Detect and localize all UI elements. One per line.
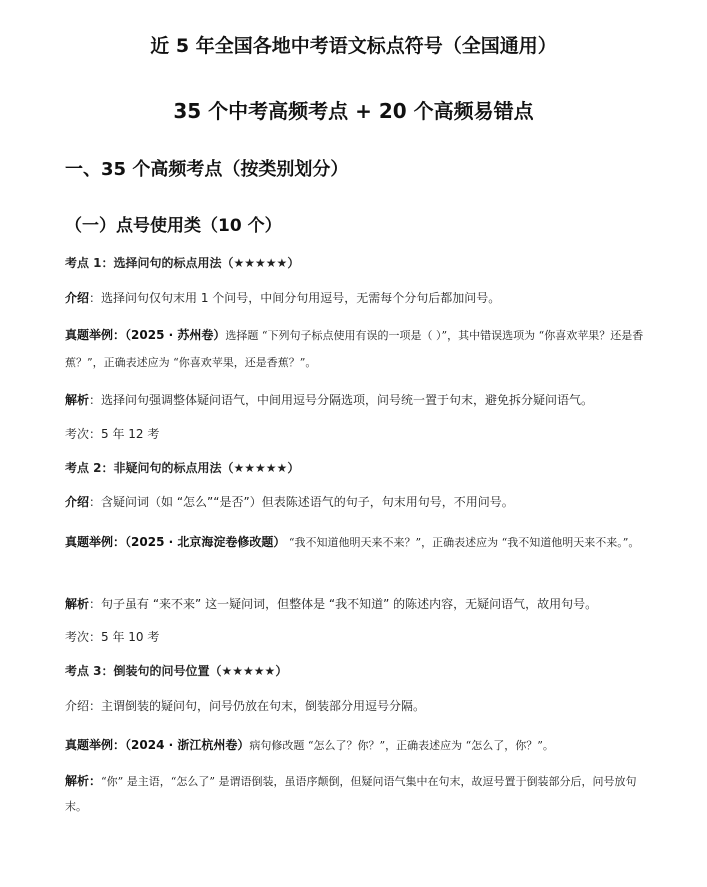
section-heading: 一、35 个高频考点（按类别划分） bbox=[65, 159, 349, 180]
analysis-label: 解析 bbox=[65, 597, 90, 611]
example-text: “我不知道他明天来不来？”，正确表述应为 “我不知道他明天来不来。”。 bbox=[285, 536, 640, 549]
point-1-analysis bbox=[65, 393, 655, 407]
example-label: 真题举例 bbox=[65, 535, 114, 549]
analysis-label: 解析 bbox=[65, 393, 90, 407]
point-2-example bbox=[65, 529, 655, 556]
intro-text: ：含疑问词（如 “怎么”“是否”）但表陈述语气的句子，句末用句号，不用问号。 bbox=[89, 495, 514, 509]
point-3-heading: 考点 3：倒装句的问号位置（★★★★★） bbox=[65, 664, 288, 678]
point-3-intro: 介绍：主谓倒装的疑问句，问号仍放在句末，倒装部分用逗号分隔。 bbox=[65, 699, 426, 713]
point-2-intro bbox=[65, 495, 655, 509]
point-3-example bbox=[65, 738, 655, 753]
analysis-text: ：句子虽有 “来不来” 这一疑问词，但整体是 “我不知道” 的陈述内容，无疑问语气，故用句号。 bbox=[89, 597, 598, 611]
intro-label: 介绍 bbox=[65, 495, 90, 509]
analysis-label: 解析： bbox=[65, 774, 102, 788]
point-2-analysis bbox=[65, 597, 655, 611]
point-1-example bbox=[65, 322, 655, 376]
subsection-heading: （一）点号使用类（10 个） bbox=[65, 216, 282, 236]
point-3-analysis bbox=[65, 769, 655, 819]
point-1-intro bbox=[65, 291, 655, 305]
example-text: 选择题 “下列句子标点使用有误的一项是（ ）”，其中错误选项为 “你喜欢苹果？还是香蕉？”，正确表述应为 “你喜欢苹果，还是香蕉？”。 bbox=[65, 329, 644, 369]
example-source: ：（2024 · 浙江杭州卷） bbox=[113, 738, 250, 752]
example-label: 真题举例 bbox=[65, 738, 114, 752]
example-source: ：（2025 · 苏州卷） bbox=[113, 328, 226, 342]
point-1-frequency: 考次：5 年 12 考 bbox=[65, 427, 160, 441]
point-2-frequency: 考次：5 年 10 考 bbox=[65, 630, 160, 644]
analysis-text: ：选择问句强调整体疑问语气，中间用逗号分隔选项，问号统一置于句末，避免拆分疑问语气。 bbox=[89, 393, 594, 407]
analysis-text: “你” 是主语，“怎么了” 是谓语倒装，虽语序颠倒，但疑问语气集中在句末，故逗号置于倒装部分后，问号放句末。 bbox=[65, 775, 637, 813]
example-text: 病句修改题 “怎么了？你？”，正确表述应为 “怎么了，你？”。 bbox=[249, 739, 554, 752]
point-2-heading: 考点 2：非疑问句的标点用法（★★★★★） bbox=[65, 461, 300, 475]
document-title: 近 5 年全国各地中考语文标点符号（全国通用） bbox=[150, 35, 557, 57]
example-source: ：（2025 · 北京海淀卷修改题） bbox=[113, 535, 286, 549]
example-label: 真题举例 bbox=[65, 328, 114, 342]
point-1-heading: 考点 1：选择问句的标点用法（★★★★★） bbox=[65, 256, 300, 270]
document-subtitle: 35 个中考高频考点 + 20 个高频易错点 bbox=[173, 99, 534, 123]
intro-label: 介绍 bbox=[65, 291, 90, 305]
intro-text: ：选择问句仅句末用 1 个问号，中间分句用逗号，无需每个分句后都加问号。 bbox=[89, 291, 501, 305]
